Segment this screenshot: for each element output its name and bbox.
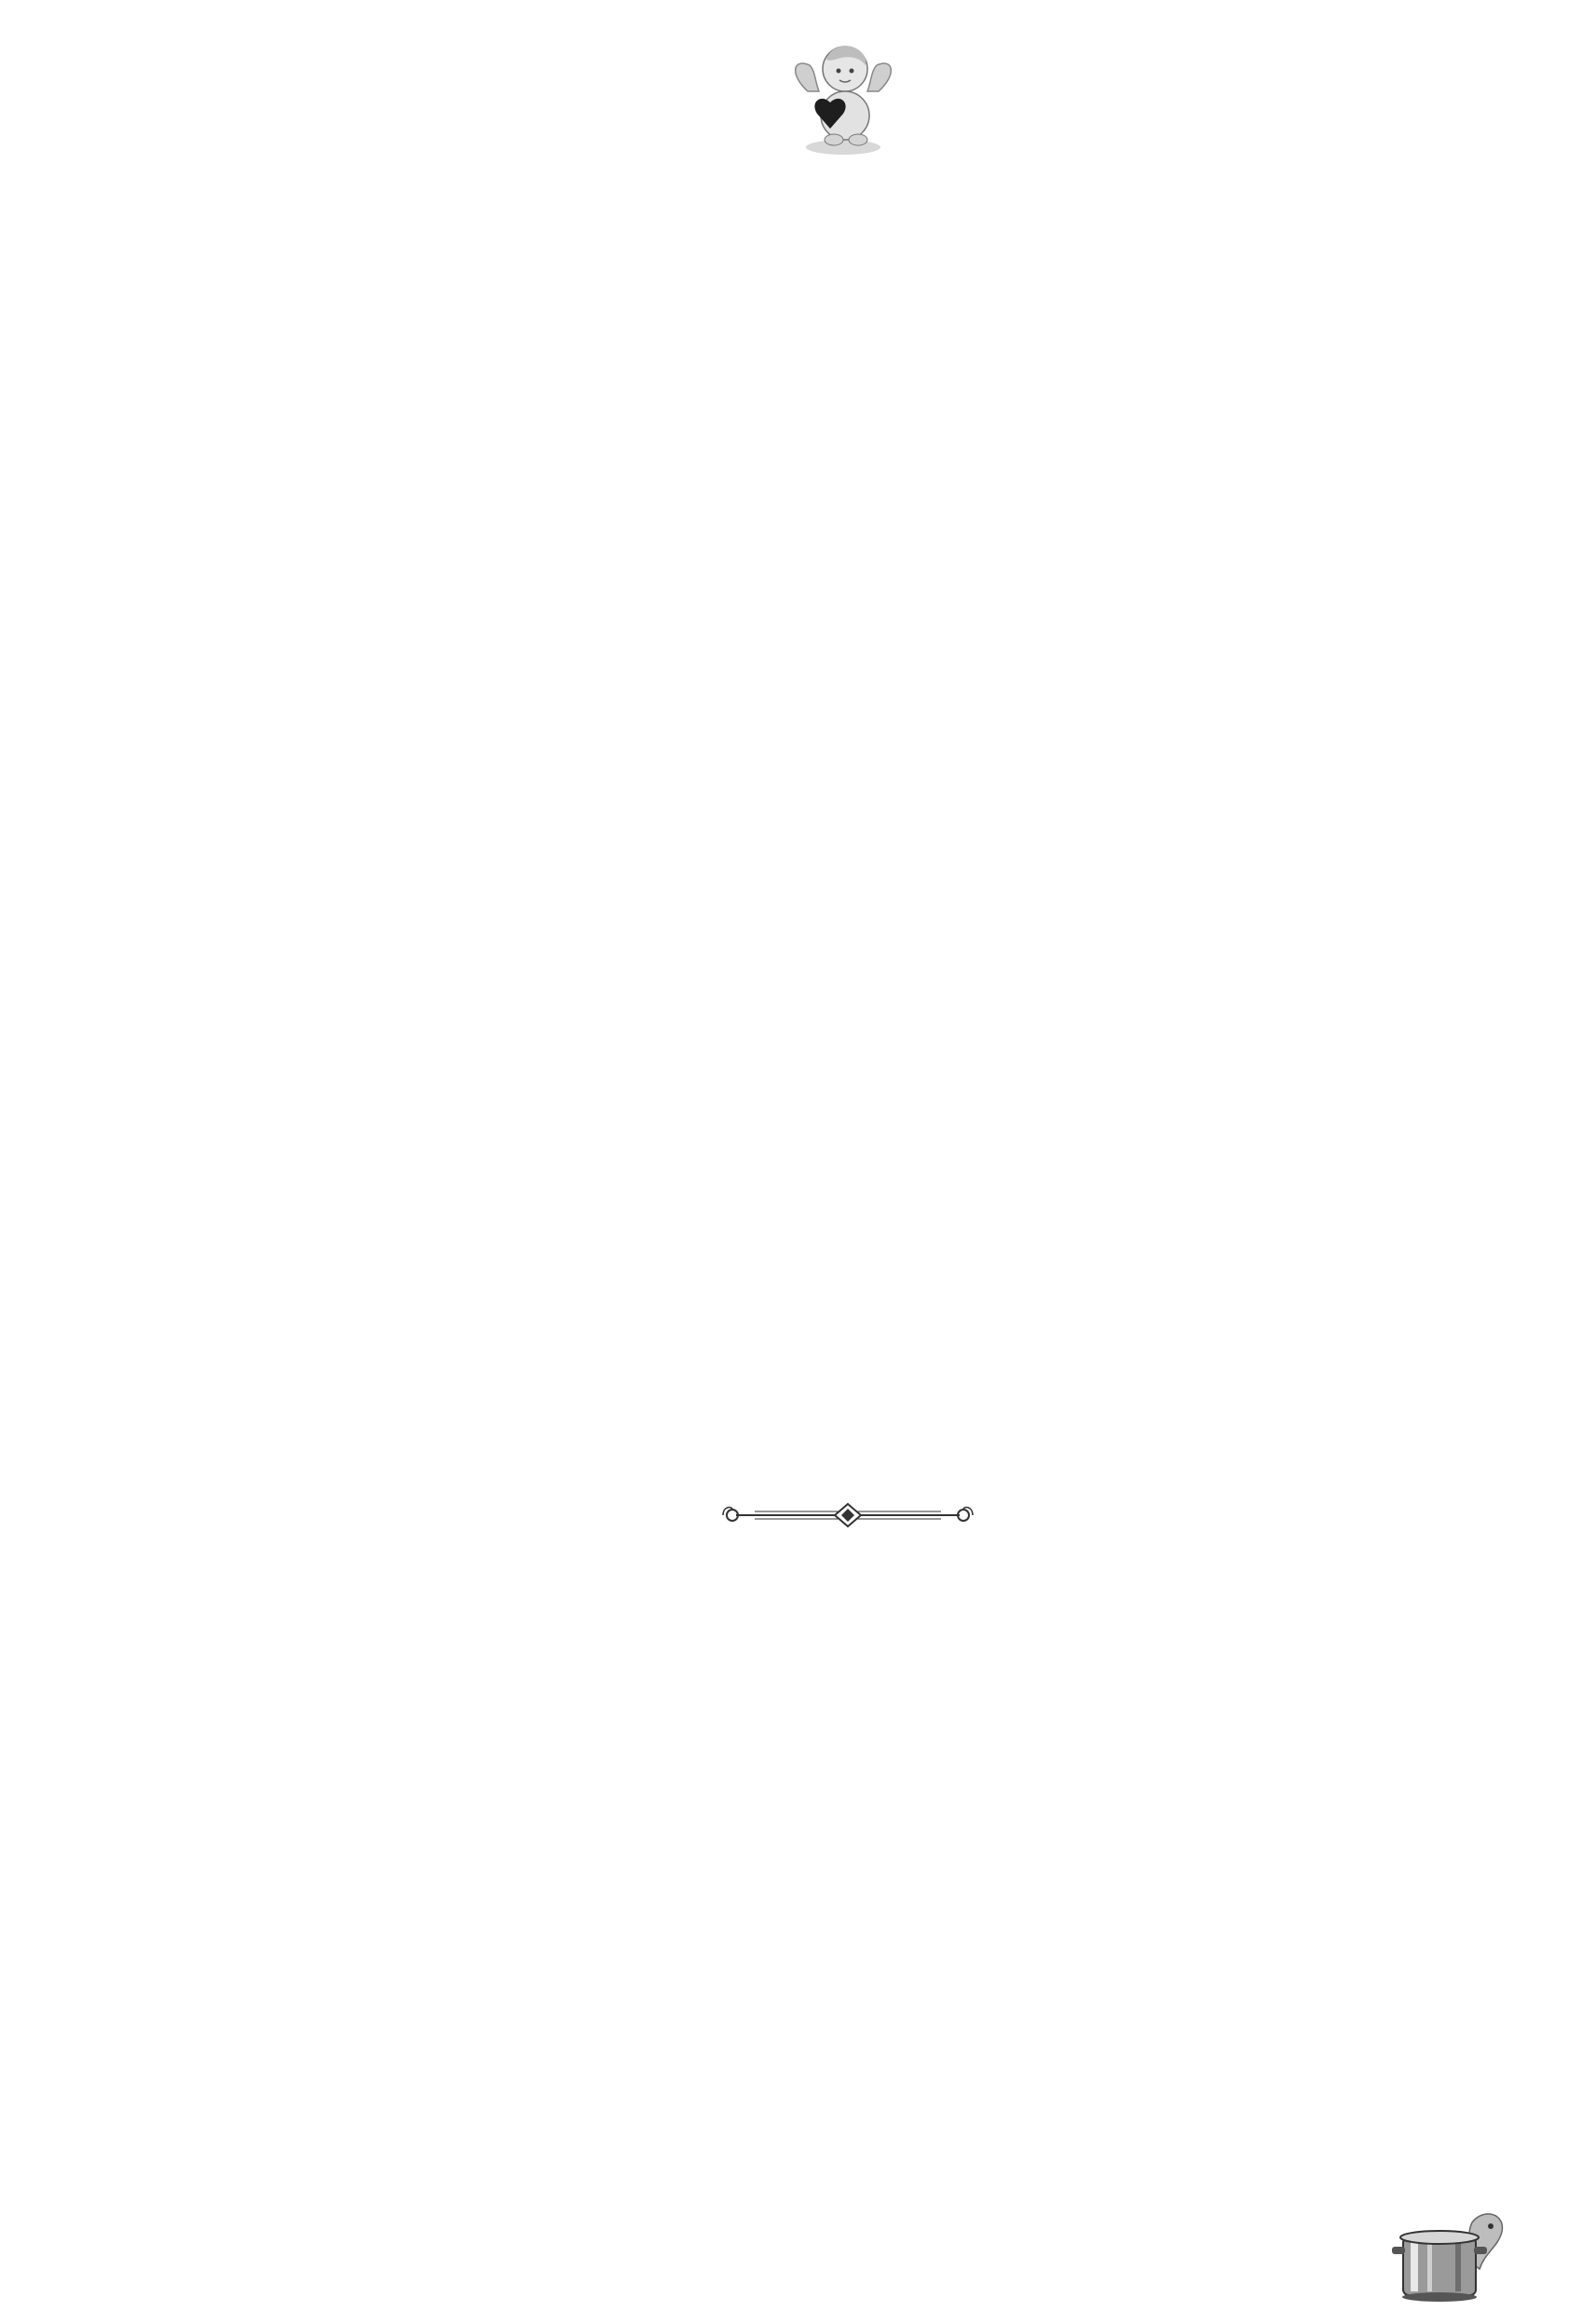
cooking-pot-icon [1390,2204,1511,2306]
body-text-bottom [275,1586,1413,1856]
text-line [275,1789,1413,1857]
ornament-divider-icon [717,1498,978,1532]
page-footer [1099,2253,1129,2290]
cherub-heart-icon [787,37,899,158]
text-line [275,1721,1413,1789]
first-line-with-dropcap [275,1586,1413,1654]
text-line [275,1654,1413,1722]
